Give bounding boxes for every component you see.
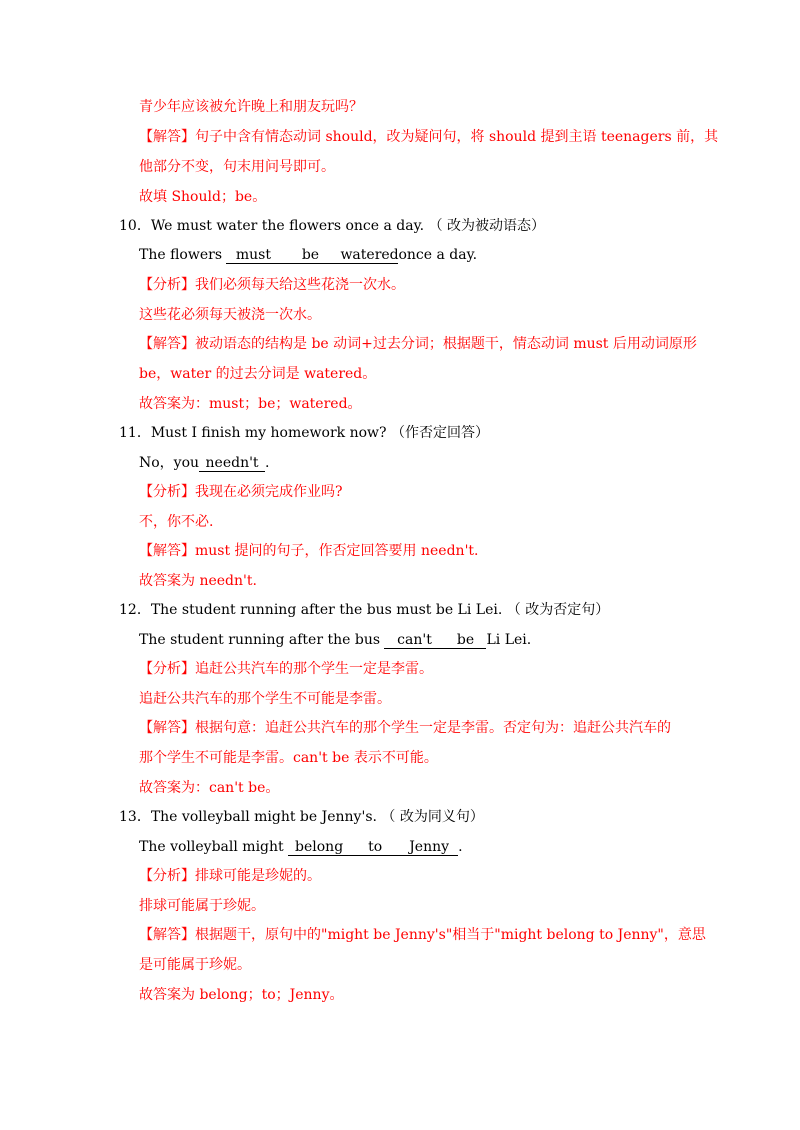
answer-blank-2: be [444,632,486,649]
question-12-analysis: 【分析】追赶公共汽车的那个学生一定是李雷。 [139,661,433,677]
question-13-fill [139,837,463,857]
question-number: 11． [119,425,151,441]
question-10-answer: 故答案为：must；be；watered。 [139,396,362,412]
question-10 [119,216,545,236]
answer-blank-1: belong [288,839,350,856]
question-12-fill [139,630,531,650]
question-12-analysis-continued: 追赶公共汽车的那个学生不可能是李雷。 [139,691,391,707]
question-10-analysis-continued: 这些花必须每天被浇一次水。 [139,307,321,323]
fill-suffix: Li Lei. [486,632,532,648]
fill-suffix: once a day. [398,247,478,263]
fill-prefix: The volleyball might [139,839,289,855]
question-12-explain: 【解答】根据句意：追赶公共汽车的那个学生一定是李雷。否定句为：追赶公共汽车的 [139,720,671,736]
question-10-explain: 【解答】被动语态的结构是 be 动词+过去分词；根据题干，情态动词 must 后用动词原形 [139,336,697,352]
answer-blank-3: Jenny [400,839,458,856]
top-explain-continued: 他部分不变，句末用问号即可。 [139,159,335,175]
question-12-answer: 故答案为：can't be。 [139,780,280,796]
question-13-explain: 【解答】根据题干，原句中的"might be Jenny's"相当于"might belong to Jenny"，意思 [139,927,706,943]
question-sentence: Must I finish my homework now? （作否定回答） [150,425,489,441]
question-13-analysis: 【分析】排球可能是珍妮的。 [139,868,321,884]
question-number: 10． [119,218,151,234]
question-sentence: We must water the flowers once a day. （ 改为被动语态） [150,218,546,234]
question-11-explain: 【解答】must 提问的句子，作否定回答要用 needn't. [139,543,479,559]
question-11-analysis-continued: 不，你不必. [139,514,214,530]
question-10-fill [139,245,477,265]
question-11-fill [139,453,270,473]
question-sentence: The student running after the bus must be Li Lei. （ 改为否定句） [150,602,610,618]
question-13 [119,807,484,827]
answer-blank-2: to [350,839,400,856]
answer-blank-1: must [226,247,280,264]
question-11 [119,423,489,443]
question-number: 13． [119,809,151,825]
question-12 [119,600,609,620]
top-explain: 【解答】句子中含有情态动词 should，改为疑问句，将 should 提到主语 teenagers 前，其 [139,129,719,145]
fill-prefix: The flowers [139,247,227,263]
answer-blank-1: can't [384,632,444,649]
question-13-answer: 故答案为 belong；to；Jenny。 [139,987,344,1003]
question-sentence: The volleyball might be Jenny's. （ 改为同义句） [150,809,484,825]
fill-prefix: No，you [139,455,200,471]
question-11-analysis: 【分析】我现在必须完成作业吗? [139,484,343,500]
question-13-explain-continued: 是可能属于珍妮。 [139,957,251,973]
answer-blank-3: watered [340,247,399,263]
question-13-analysis-continued: 排球可能属于珍妮。 [139,898,265,914]
fill-suffix: . [458,839,463,855]
question-12-explain-continued: 那个学生不可能是李雷。can't be 表示不可能。 [139,750,438,766]
question-number: 12． [119,602,151,618]
answer-blank-1: needn't [199,455,265,472]
question-10-analysis: 【分析】我们必须每天给这些花浇一次水。 [139,277,405,293]
top-answer: 故填 Should；be。 [139,189,267,205]
fill-suffix: . [265,455,270,471]
question-10-explain-continued: be，water 的过去分词是 watered。 [139,366,377,382]
top-translation: 青少年应该被允许晚上和朋友玩吗？ [139,99,363,115]
answer-blank-2: be [280,247,340,264]
fill-prefix: The student running after the bus [139,632,385,648]
question-11-answer: 故答案为 needn't. [139,573,257,589]
